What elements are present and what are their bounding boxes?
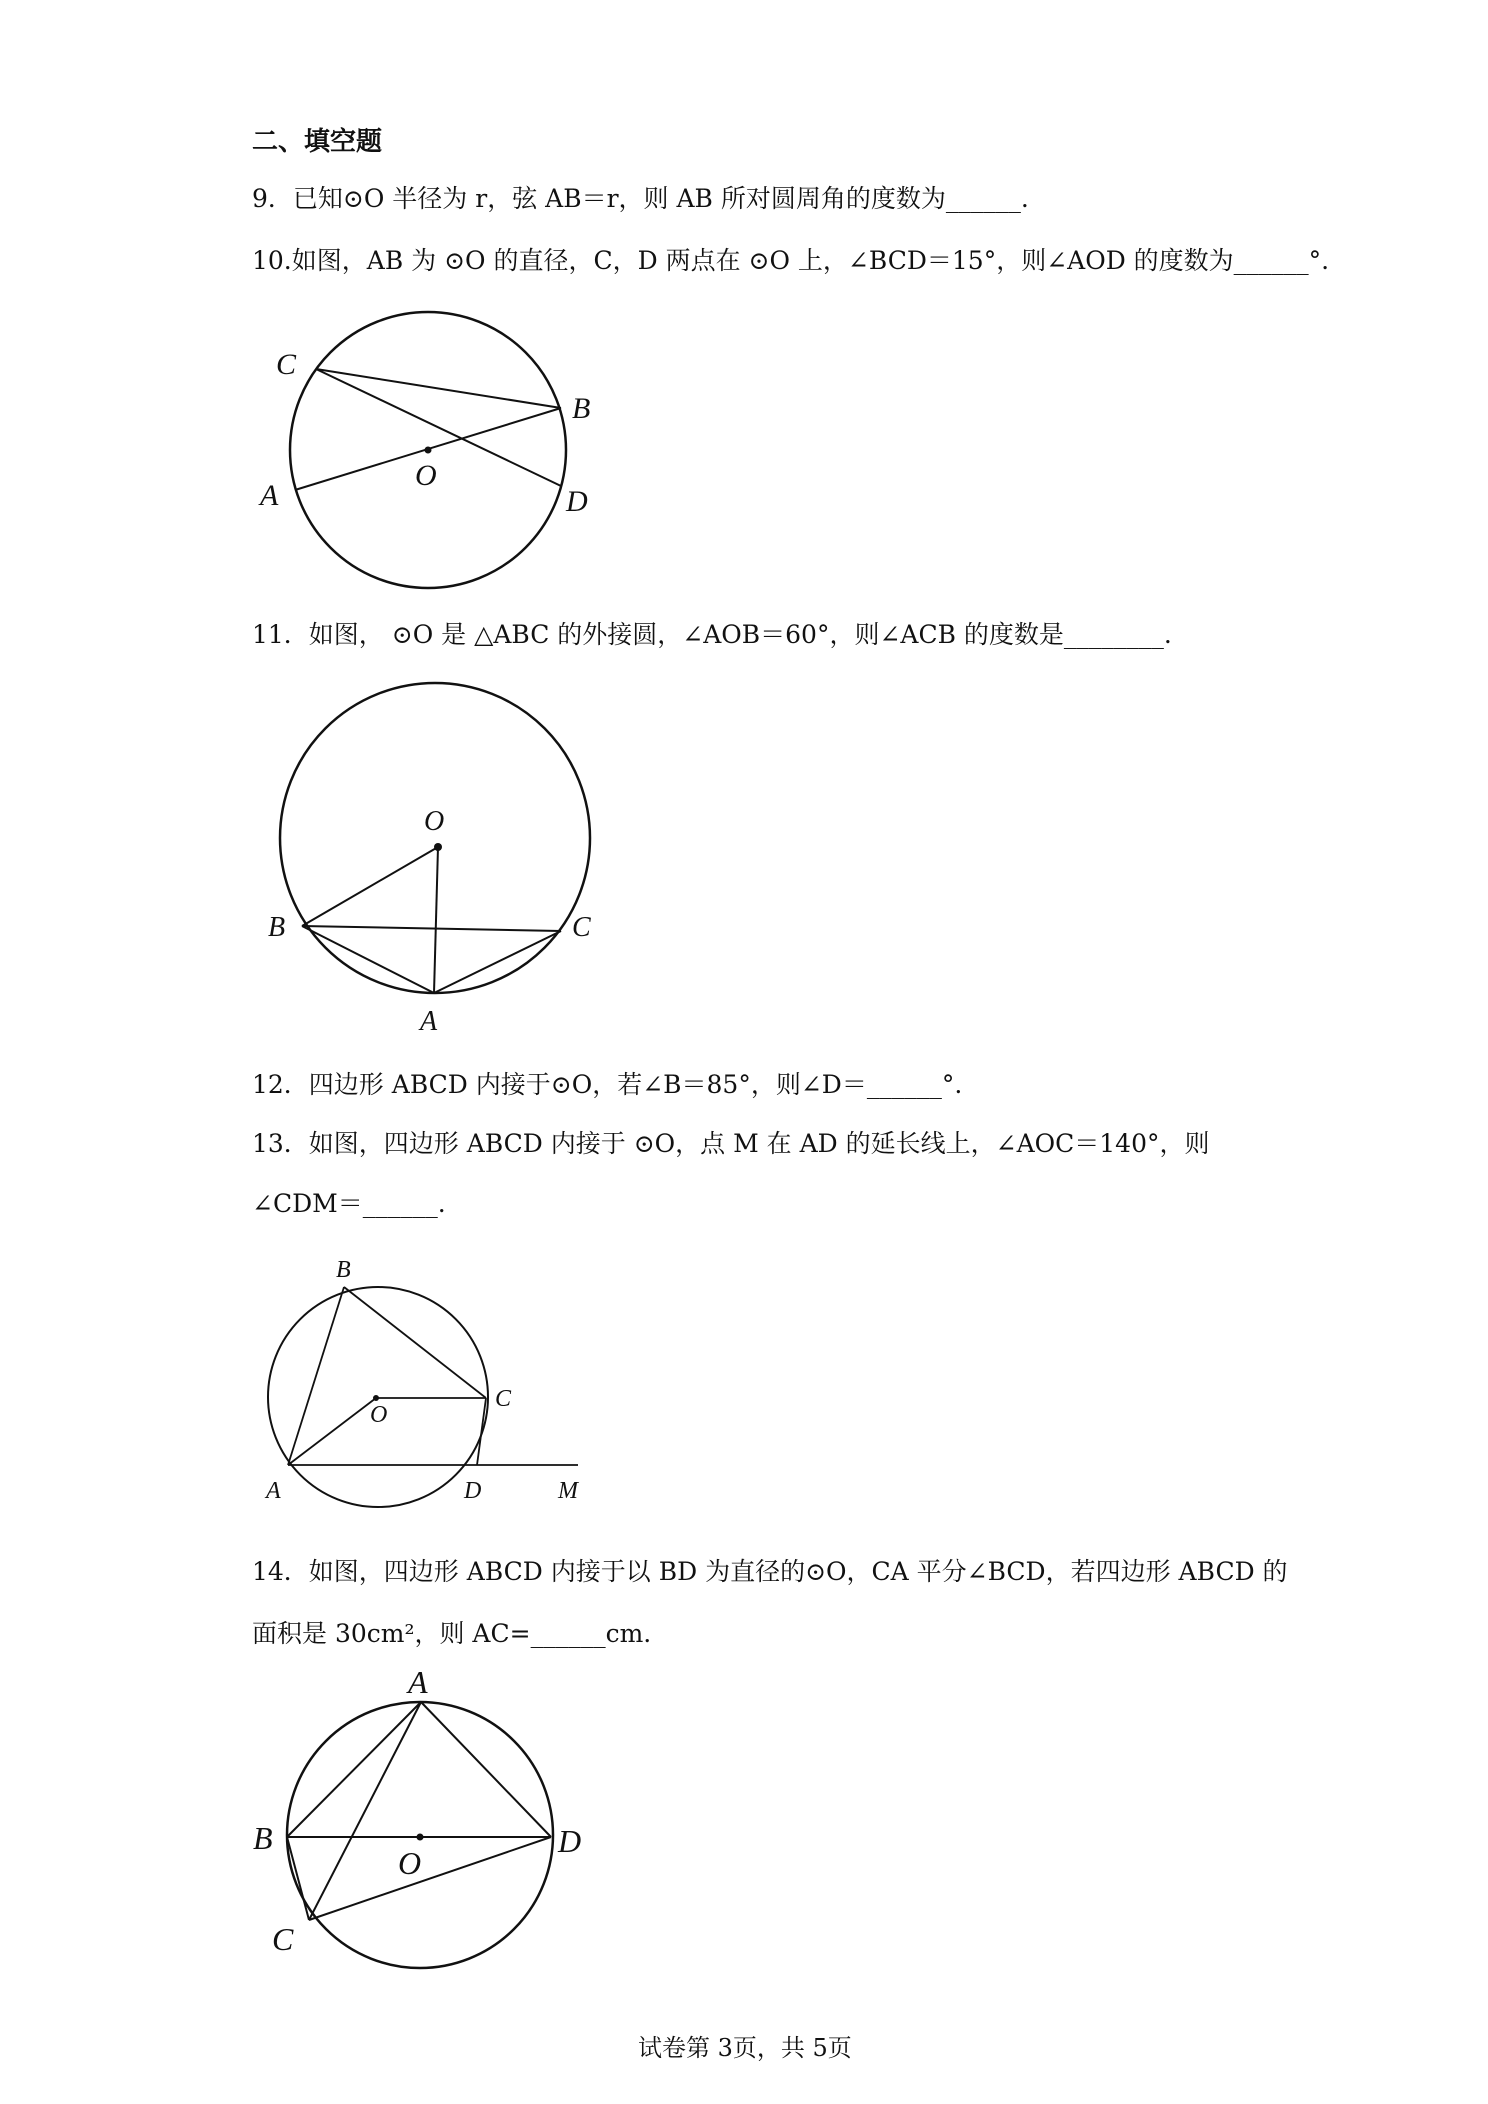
label-o: O (424, 806, 445, 837)
label-a: A (420, 1006, 438, 1037)
question-14-line-1: 14．如图，四边形 ABCD 内接于以 BD 为直径的⊙O，CA 平分∠BCD，若四边形 ABCD 的 (252, 1557, 1288, 1586)
label-a: A (266, 1478, 281, 1504)
label-c: C (495, 1386, 512, 1412)
figure-q10 (250, 300, 610, 600)
figure-q13 (258, 1250, 598, 1510)
label-c: C (272, 1921, 294, 1957)
question-10: 10.如图，AB 为 ⊙O 的直径，C，D 两点在 ⊙O 上，∠BCD＝15°，则∠AOD 的度数为______°. (252, 246, 1330, 275)
page-footer: 试卷第 3页，共 5页 (638, 2034, 852, 2062)
question-13-line-1: 13．如图，四边形 ABCD 内接于 ⊙O，点 M 在 AD 的延长线上，∠AOC＝140°，则 (252, 1129, 1210, 1158)
label-d: D (566, 485, 588, 518)
label-m: M (558, 1478, 578, 1504)
section-title: 二、填空题 (252, 127, 383, 157)
question-12: 12．四边形 ABCD 内接于⊙O，若∠B＝85°，则∠D＝______°. (252, 1070, 963, 1099)
label-b: B (572, 392, 591, 425)
label-c: C (276, 348, 297, 381)
label-b: B (253, 1820, 273, 1856)
label-o: O (398, 1845, 422, 1881)
label-b: B (336, 1257, 351, 1283)
label-c: C (572, 912, 591, 943)
label-b: B (268, 912, 286, 943)
label-a: A (408, 1664, 428, 1700)
label-d: D (558, 1823, 582, 1859)
label-a: A (260, 479, 279, 512)
label-o: O (415, 459, 437, 492)
figure-q11 (260, 680, 600, 1040)
question-11: 11．如图， ⊙O 是 △ABC 的外接圆，∠AOB＝60°，则∠ACB 的度数是________. (252, 620, 1172, 649)
question-13-line-2: ∠CDM＝______. (252, 1189, 446, 1218)
label-o: O (370, 1402, 388, 1428)
question-14-line-2: 面积是 30cm²，则 AC=______cm. (252, 1619, 652, 1648)
label-d: D (464, 1478, 482, 1504)
question-9: 9．已知⊙O 半径为 r，弦 AB＝r，则 AB 所对圆周角的度数为______. (252, 184, 1029, 213)
figure-q14 (248, 1660, 608, 1990)
